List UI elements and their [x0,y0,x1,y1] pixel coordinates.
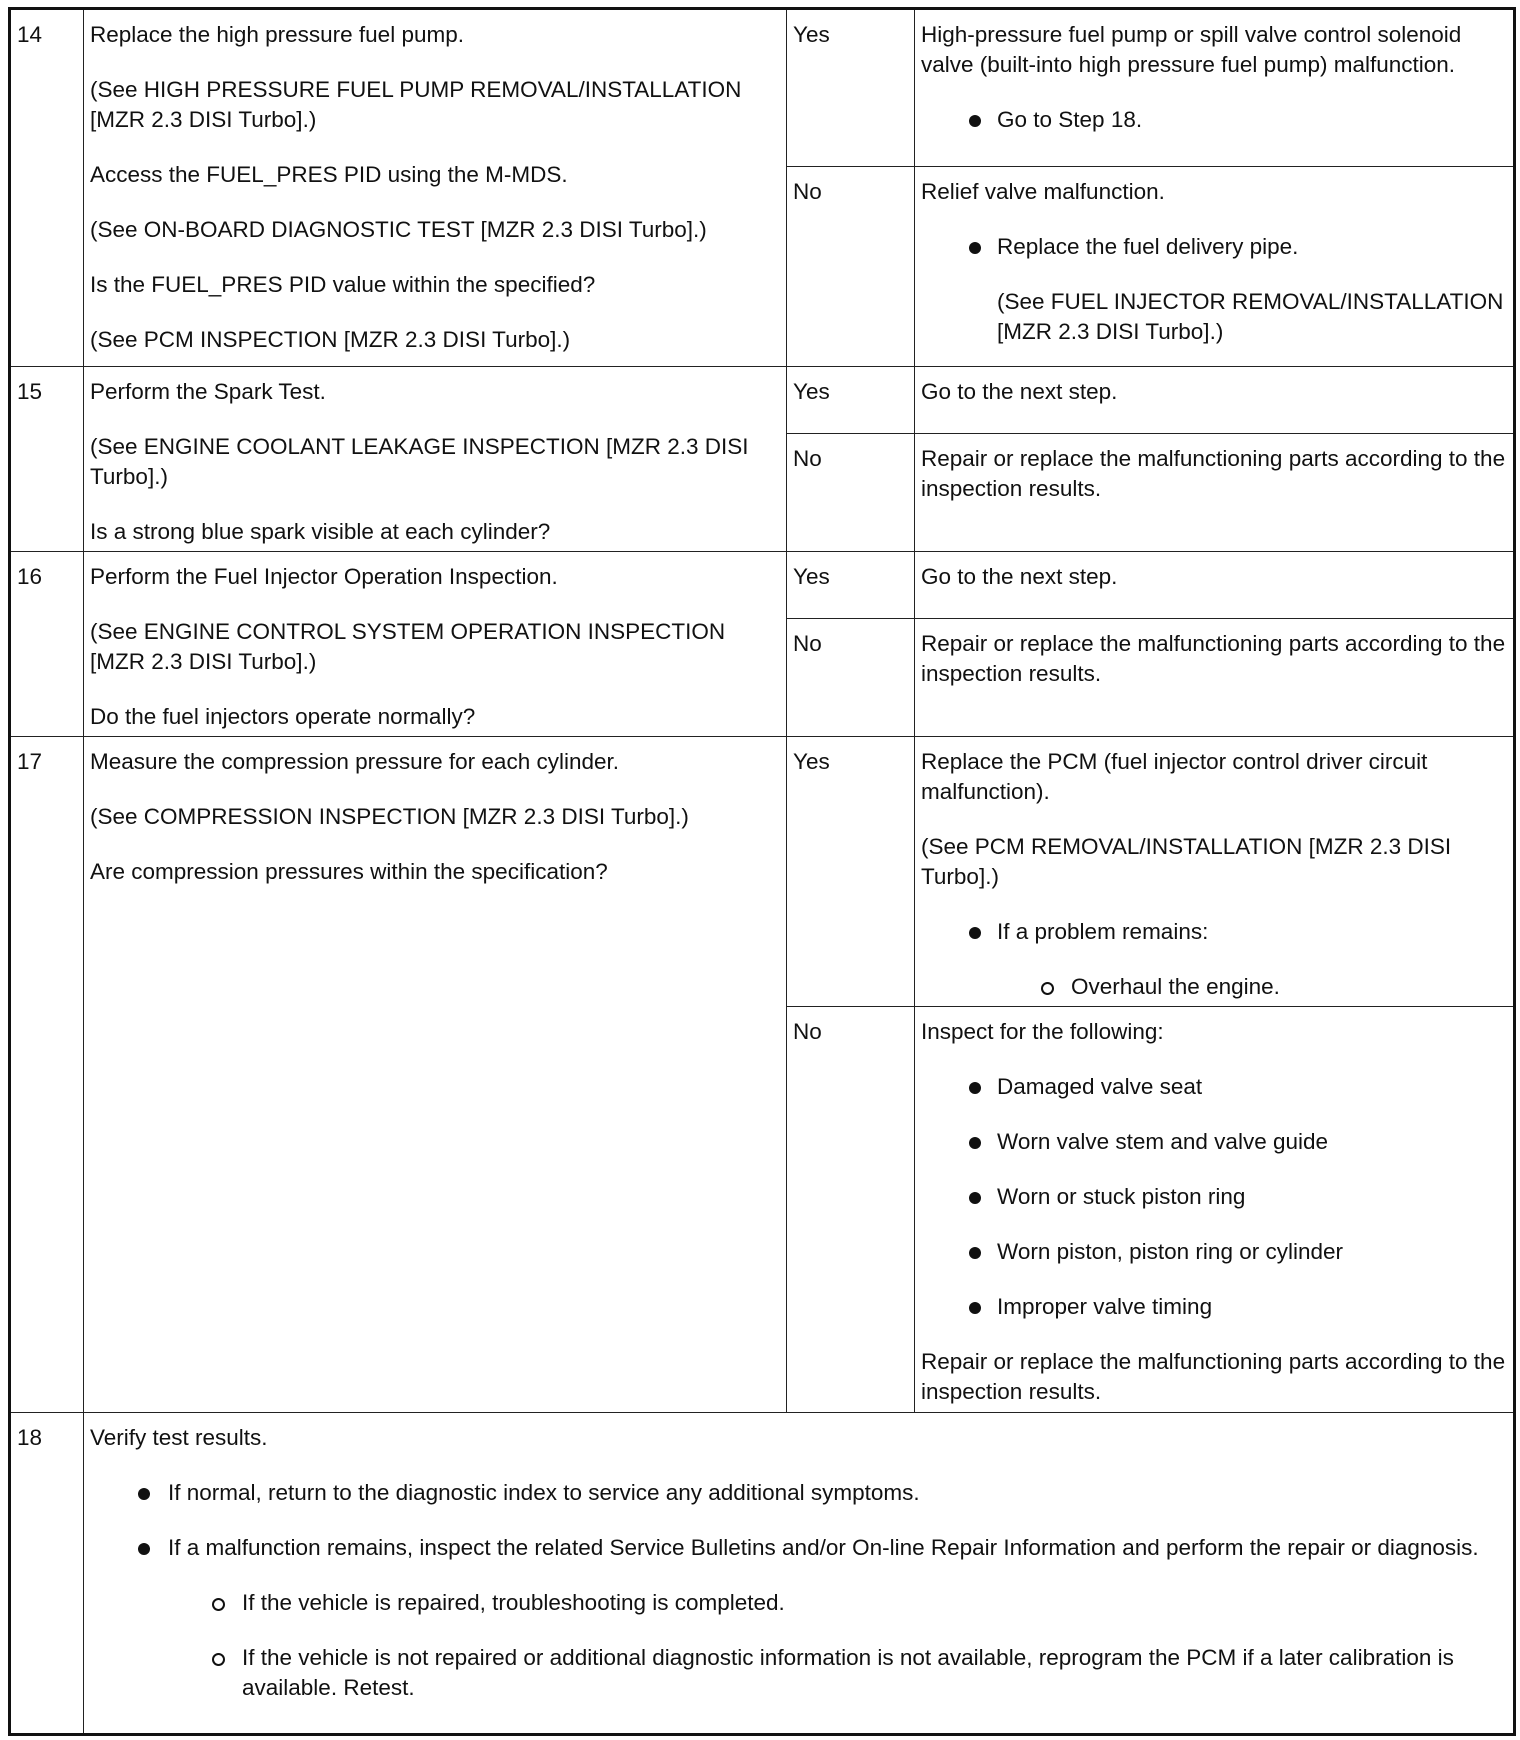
action-text: Access the FUEL_PRES PID using the M-MDS. [90,162,568,187]
result-sub-bullet: If the vehicle is not repaired or additional diagnostic information is not available, reprogram the PCM if a later calibration is available. Retest. [90,1643,1507,1703]
result-sub-bullet: If the vehicle is repaired, troubleshooting is completed. [90,1588,1507,1618]
action-text: Perform the Fuel Injector Operation Inspection. [90,564,558,589]
outcome-sub-bullet: Overhaul the engine. [921,972,1507,1002]
action-reference: (See HIGH PRESSURE FUEL PUMP REMOVAL/INSTALLATION [MZR 2.3 DISI Turbo].) [90,77,742,132]
action-text: Measure the compression pressure for each cylinder. [90,749,620,774]
action-text: Perform the Spark Test. [90,379,326,404]
result-bullet: If a malfunction remains, inspect the related Service Bulletins and/or On-line Repair Information and perform the repair or diagnosis. [90,1533,1507,1563]
step-18-row [10,1413,1515,1735]
result-bullet: If normal, return to the diagnostic index to service any additional symptoms. [90,1478,1507,1508]
step-action [84,367,787,552]
action-reference: (See PCM INSPECTION [MZR 2.3 DISI Turbo].) [90,327,571,352]
step-number: 15 [10,367,84,552]
outcome-text: Repair or replace the malfunctioning parts according to the inspection results. [921,1349,1506,1404]
step-15-yes-row [10,367,1515,434]
result-no-outcome: Repair or replace the malfunctioning parts according to the inspection results. [915,434,1515,552]
result-no-label: No [787,167,915,367]
result-no-outcome: Repair or replace the malfunctioning parts according to the inspection results. [915,619,1515,737]
inspection-item: Worn piston, piston ring or cylinder [921,1237,1507,1267]
outcome-bullet: If a problem remains: [921,917,1507,947]
outcome-text: Relief valve malfunction. [921,179,1165,204]
step-action [84,9,787,367]
outcome-reference: (See PCM REMOVAL/INSTALLATION [MZR 2.3 DISI Turbo].) [921,834,1452,889]
result-yes-outcome [915,9,1515,167]
inspection-item: Damaged valve seat [921,1072,1507,1102]
result-yes-outcome: Go to the next step. [915,367,1515,434]
action-reference: (See ON-BOARD DIAGNOSTIC TEST [MZR 2.3 DISI Turbo].) [90,217,707,242]
outcome-bullet: Go to Step 18. [921,105,1507,135]
action-question: Are compression pressures within the specification? [90,859,608,884]
result-yes-outcome: Go to the next step. [915,552,1515,619]
action-question: Do the fuel injectors operate normally? [90,704,476,729]
action-reference: (See ENGINE CONTROL SYSTEM OPERATION INSPECTION [MZR 2.3 DISI Turbo].) [90,619,726,674]
step-action [84,1413,1515,1735]
result-no-label: No [787,619,915,737]
result-no-label: No [787,434,915,552]
result-no-label: No [787,1007,915,1413]
step-action [84,552,787,737]
outcome-text: Replace the PCM (fuel injector control driver circuit malfunction). [921,749,1428,804]
result-yes-label: Yes [787,552,915,619]
action-question: Is the FUEL_PRES PID value within the specified? [90,272,596,297]
bullet-text: Replace the fuel delivery pipe. [997,234,1299,259]
step-number: 16 [10,552,84,737]
action-text: Verify test results. [90,1425,268,1450]
step-number: 14 [10,9,84,367]
step-17-yes-row [10,737,1515,1007]
action-question: Is a strong blue spark visible at each cylinder? [90,519,551,544]
result-yes-outcome [915,737,1515,1007]
outcome-text: High-pressure fuel pump or spill valve control solenoid valve (built-into high pressure fuel pump) malfunction. [921,22,1462,77]
inspection-item: Improper valve timing [921,1292,1507,1322]
result-yes-label: Yes [787,367,915,434]
outcome-reference: (See FUEL INJECTOR REMOVAL/INSTALLATION [MZR 2.3 DISI Turbo].) [997,289,1504,344]
step-action [84,737,787,1413]
result-no-outcome [915,167,1515,367]
step-number: 18 [10,1413,84,1735]
action-reference: (See COMPRESSION INSPECTION [MZR 2.3 DISI Turbo].) [90,804,689,829]
step-14-yes-row [10,9,1515,167]
step-number: 17 [10,737,84,1413]
action-text: Replace the high pressure fuel pump. [90,22,464,47]
result-yes-label: Yes [787,737,915,1007]
outcome-text: Inspect for the following: [921,1019,1164,1044]
step-16-yes-row [10,552,1515,619]
inspection-item: Worn valve stem and valve guide [921,1127,1507,1157]
result-yes-label: Yes [787,9,915,167]
inspection-item: Worn or stuck piston ring [921,1182,1507,1212]
action-reference: (See ENGINE COOLANT LEAKAGE INSPECTION [MZR 2.3 DISI Turbo].) [90,434,749,489]
result-no-outcome [915,1007,1515,1413]
diagnostic-procedure-table [8,7,1516,1736]
outcome-bullet [921,232,1507,262]
